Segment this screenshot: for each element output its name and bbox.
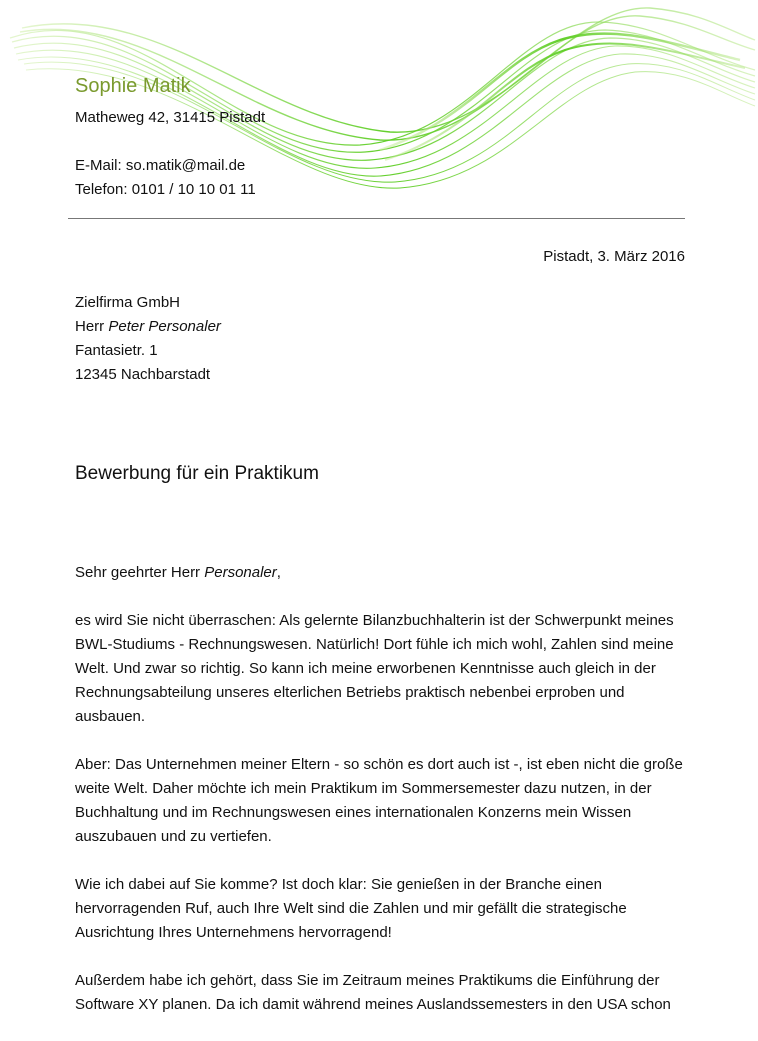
recipient-street: Fantasietr. 1 (75, 342, 158, 359)
letter-body (75, 561, 685, 1041)
recipient-company: Zielfirma GmbH (75, 294, 181, 311)
letter-paragraph: Außerdem habe ich gehört, dass Sie im Zeitraum meines Praktikums die Einführung der Software XY planen. Da ich damit während meines Auslandssemesters in den USA schon (75, 972, 671, 1013)
sender-email: E-Mail: so.matik@mail.de (75, 157, 246, 174)
sender-address: Matheweg 42, 31415 Pistadt (75, 109, 266, 126)
letter-greeting (75, 561, 685, 585)
letter-paragraph: es wird Sie nicht überraschen: Als gelernte Bilanzbuchhalterin ist der Schwerpunkt meines BWL-Studiums - Rechnungswesen. Natürlich! Dort fühle ich mich wohl, Zahlen sind meine Welt. Und zwar so richtig. So kann ich meine erworbenen Kenntnisse auch gleich in der Rechnungsabteilung unseres elterlichen Betriebs praktisch nebenbei erproben und ausbauen. (75, 612, 674, 725)
greeting-prefix: Sehr geehrter Herr (75, 564, 205, 581)
greeting-name: Personaler (204, 564, 277, 581)
sender-block (75, 72, 265, 202)
recipient-contact (75, 315, 221, 339)
recipient-block (75, 291, 221, 387)
sender-name: Sophie Matik (75, 75, 191, 97)
header-divider (68, 218, 685, 219)
greeting-suffix: , (276, 564, 281, 581)
sender-phone: Telefon: 0101 / 10 10 01 11 (75, 181, 256, 198)
recipient-salutation: Herr (75, 318, 109, 335)
letter-paragraph: Aber: Das Unternehmen meiner Eltern - so schön es dort auch ist -, ist eben nicht die große weite Welt. Daher möchte ich mein Praktikum im Sommersemester dazu nutzen, in der Buchhaltung und im Rechnungswesen eines internationalen Konzerns mein Wissen auszubauen und zu vertiefen. (75, 756, 683, 845)
recipient-city: 12345 Nachbarstadt (75, 366, 211, 383)
recipient-contact-name: Peter Personaler (108, 318, 221, 335)
letter-subject: Bewerbung für ein Praktikum (75, 463, 319, 484)
letter-date: Pistadt, 3. März 2016 (543, 248, 685, 265)
letter-paragraph: Wie ich dabei auf Sie komme? Ist doch klar: Sie genießen in der Branche einen hervorragenden Ruf, auch Ihre Welt sind die Zahlen und mir gefällt die strategische Ausrichtung Ihres Unternehmens hervorragend! (75, 876, 627, 941)
